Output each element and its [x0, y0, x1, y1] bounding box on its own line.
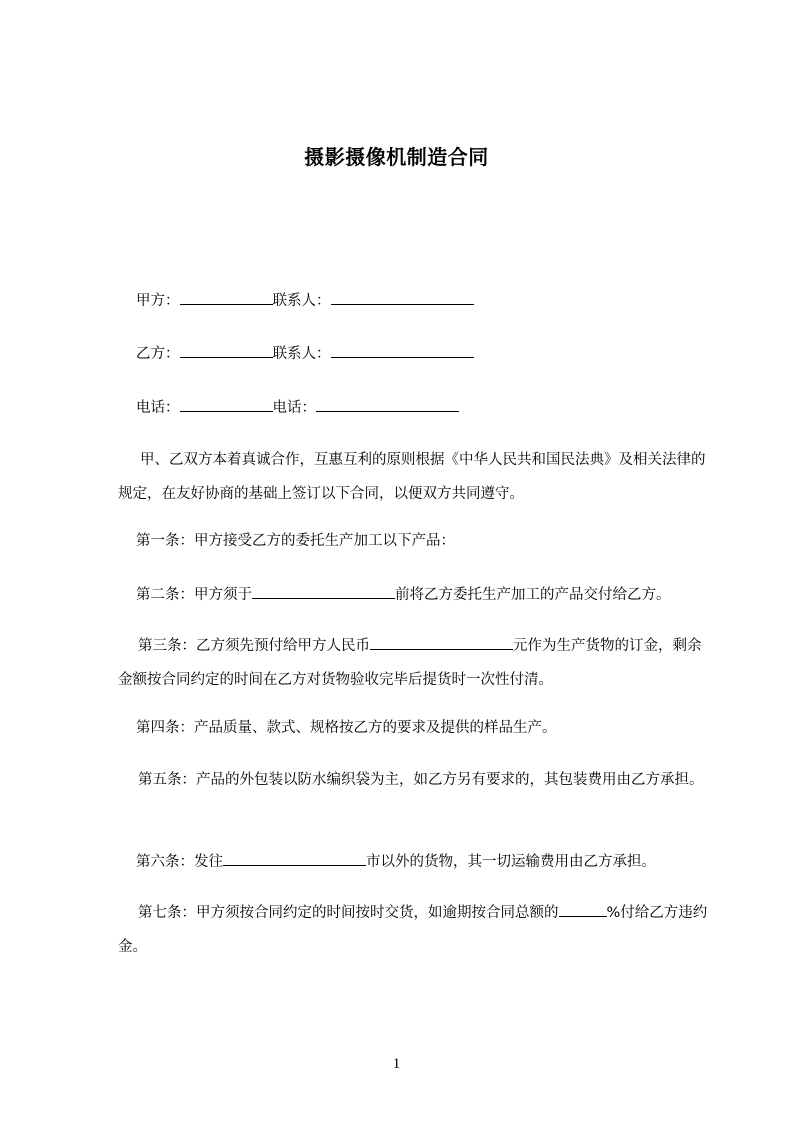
article-6-suffix: 市以外的货物，其一切运输费用由乙方承担。	[366, 854, 656, 870]
article-3-amount-blank[interactable]	[370, 636, 513, 650]
article-3-prefix: 第三条：乙方须先预付给甲方人民币	[138, 638, 370, 654]
article-2-prefix: 第二条：甲方须于	[136, 587, 252, 603]
article-2-date-blank[interactable]	[252, 585, 395, 599]
party-a-contact-label: 联系人：	[272, 293, 331, 309]
article-5: 第五条：产品的外包装以防水编织袋为主，如乙方另有要求的，其包装费用由乙方承担。	[138, 772, 704, 788]
article-3	[118, 629, 714, 697]
intro-paragraph: 甲、乙双方本着真诚合作，互惠互利的原则根据《中华人民共和国民法典》及相关法律的规定，在友好协商的基础上签订以下合同，以便双方共同遵守。	[118, 452, 706, 502]
party-b-label: 乙方：	[136, 346, 180, 362]
party-b-line	[136, 344, 474, 363]
party-b-contact-blank[interactable]	[331, 344, 474, 358]
article-2-suffix: 前将乙方委托生产加工的产品交付给乙方。	[395, 587, 671, 603]
article-4: 第四条：产品质量、款式、规格按乙方的要求及提供的样品生产。	[136, 720, 557, 736]
phone-a-label: 电话：	[136, 400, 180, 416]
phone-a-blank[interactable]	[180, 398, 273, 412]
party-a-name-blank[interactable]	[180, 291, 273, 305]
article-7-suffix: %付给乙方违约金。	[118, 905, 708, 955]
article-2	[136, 585, 671, 604]
party-b-contact-label: 联系人：	[272, 346, 331, 362]
article-7	[118, 896, 714, 964]
article-7-prefix: 第七条：甲方须按合同约定的时间按时交货，如逾期按合同总额的	[138, 905, 559, 921]
phone-b-label: 电话：	[272, 400, 316, 416]
phone-b-blank[interactable]	[316, 398, 459, 412]
page-number: 1	[392, 1056, 401, 1072]
article-6-prefix: 第六条：发往	[136, 854, 223, 870]
article-6	[136, 852, 656, 871]
party-a-contact-blank[interactable]	[331, 291, 474, 305]
party-a-line	[136, 291, 474, 310]
document-title: 摄影摄像机制造合同	[304, 145, 489, 169]
article-3-suffix: 元作为生产货物的订金，剩余金额按合同约定的时间在乙方对货物验收完毕后提货时一次性付清。	[118, 638, 702, 688]
article-7-percent-blank[interactable]	[559, 903, 607, 917]
article-1: 第一条：甲方接受乙方的委托生产加工以下产品：	[136, 533, 455, 549]
article-6-city-blank[interactable]	[223, 852, 366, 866]
party-b-name-blank[interactable]	[180, 344, 273, 358]
party-a-label: 甲方：	[136, 293, 180, 309]
phone-line	[136, 398, 459, 417]
